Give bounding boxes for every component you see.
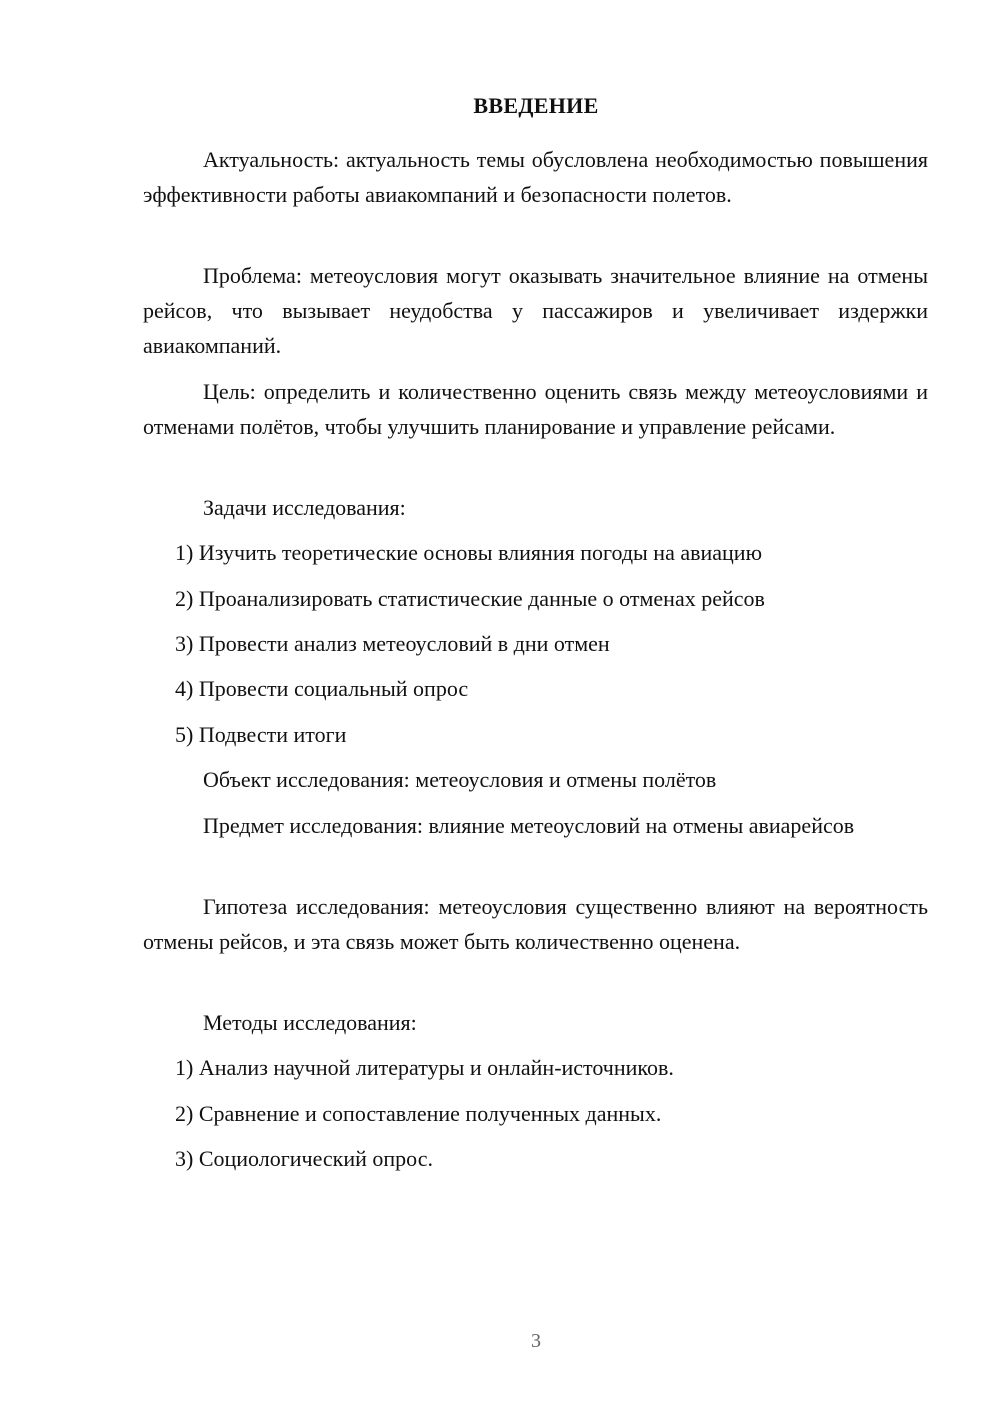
method-item: 3) Социологический опрос. [175, 1146, 433, 1171]
object-line: Объект исследования: метеоусловия и отмены полётов [203, 767, 717, 792]
relevance-paragraph: Актуальность: актуальность темы обусловлена необходимостью повышения эффективности работы авиакомпаний и безопасности полетов. [143, 147, 928, 207]
section-title: ВВЕДЕНИЕ [473, 93, 599, 118]
method-item: 2) Сравнение и сопоставление полученных данных. [175, 1101, 662, 1126]
task-item: 4) Провести социальный опрос [175, 676, 469, 701]
goal-paragraph: Цель: определить и количественно оценить связь между метеоусловиями и отменами полётов, чтобы улучшить планирование и управление рейсами. [143, 379, 928, 439]
tasks-heading: Задачи исследования: [203, 495, 406, 520]
hypothesis-paragraph: Гипотеза исследования: метеоусловия существенно влияют на вероятность отмены рейсов, и эта связь может быть количественно оценена. [143, 894, 928, 954]
task-item: 1) Изучить теоретические основы влияния погоды на авиацию [175, 540, 763, 565]
methods-heading: Методы исследования: [203, 1010, 417, 1035]
task-item: 3) Провести анализ метеоусловий в дни отмен [175, 631, 610, 656]
task-item: 5) Подвести итоги [175, 722, 347, 747]
task-item: 2) Проанализировать статистические данные о отменах рейсов [175, 586, 765, 611]
subject-paragraph: Предмет исследования: влияние метеоусловий на отмены авиарейсов [203, 813, 855, 838]
method-item: 1) Анализ научной литературы и онлайн-источников. [175, 1055, 674, 1080]
page-number: 3 [531, 1330, 541, 1352]
problem-paragraph: Проблема: метеоусловия могут оказывать значительное влияние на отмены рейсов, что вызывает неудобства у пассажиров и увеличивает издержки авиакомпаний. [143, 263, 928, 358]
